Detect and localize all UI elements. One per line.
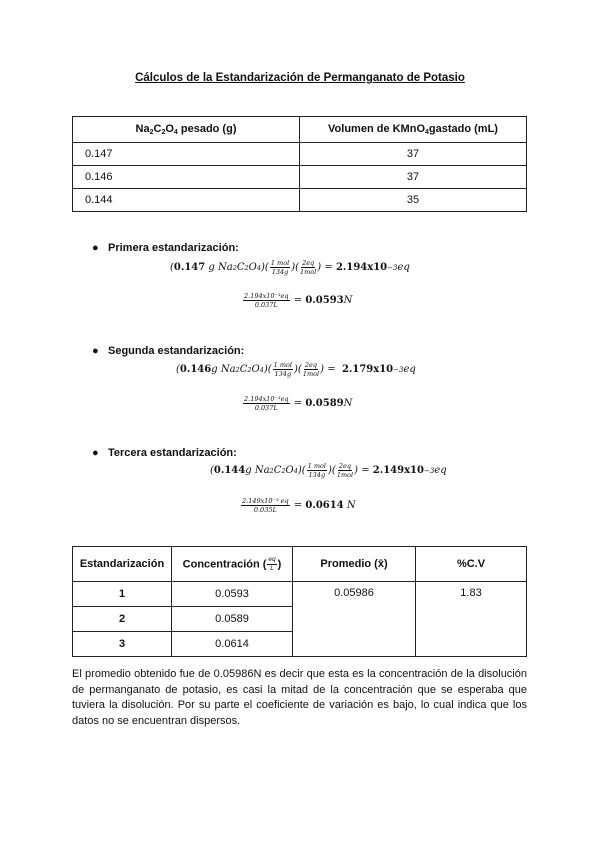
average-cell: 0.05986	[293, 582, 416, 657]
table-row	[73, 143, 527, 166]
volume-cell: 35	[300, 189, 527, 212]
equation-normality-1: $\frac{\text{2.194x10⁻³eq}}{0.037L}$ = 0.0593 N	[244, 292, 353, 309]
equation-eq-2: ( 0.146 g Na 2 C 2 O 4 )( $\frac{\text{1 mol}}{134g}$ )( $\frac{2eq}{\text{1mol}}$ ) = 2.179x10 −3 eq	[176, 361, 416, 378]
header-volume: Volumen de KMnO$_4$gastado (mL)	[300, 117, 527, 143]
concentration-cell: 0.0589	[172, 607, 293, 632]
table-header-row	[73, 117, 527, 143]
header-cv: %C.V	[416, 547, 527, 582]
bullet-icon: ●	[92, 345, 99, 357]
trial-number: 1	[73, 582, 172, 607]
equation-eq-3: ( 0.144 g Na 2 C 2 O 4 )( $\frac{\text{1 mol}}{134g}$ )( $\frac{2eq}{\text{1mol}}$ ) = 2.149x10 −3 eq	[210, 462, 447, 479]
volume-cell: 37	[300, 166, 527, 189]
conclusion-paragraph: El promedio obtenido fue de 0.05986N es decir que esta es la concentración de la disolución de permanganato de potasio, es casi la mitad de la concentración que se esperaba que tuviera la disolución. Por su parte el coeficiente de variación es bajo, lo cual indica que los datos no se encuentran dispersos.	[72, 668, 527, 727]
trial-number: 2	[73, 607, 172, 632]
equation-eq-1: ( 0.147 g Na 2 C 2 O 4 )( $\frac{\text{1 mol}}{134g}$ )( $\frac{2eq}{\text{1mol}}$ ) = 2.194x10 −3 eq	[170, 259, 410, 276]
bullet-icon: ●	[92, 242, 99, 254]
table-header-row	[73, 547, 527, 582]
header-standardization: Estandarización	[73, 547, 172, 582]
header-concentration: Concentración ( $\frac{eq}{L}$ )	[172, 547, 293, 582]
section-heading-2: ● Segunda estandarización:	[92, 345, 245, 357]
mass-cell: 0.147	[73, 143, 300, 166]
section-heading-3: ● Tercera estandarización:	[92, 447, 237, 459]
mass-cell: 0.146	[73, 166, 300, 189]
trial-number: 3	[73, 632, 172, 657]
table-row	[73, 189, 527, 212]
mass-cell: 0.144	[73, 189, 300, 212]
header-mass: $Na_2C_2O_4$ pesado (g)	[73, 117, 300, 143]
page-title: Cálculos de la Estandarización de Permanganato de Potasio	[135, 72, 465, 84]
results-table	[72, 546, 527, 657]
volume-cell: 37	[300, 143, 527, 166]
cv-cell: 1.83	[416, 582, 527, 657]
bullet-icon: ●	[92, 447, 99, 459]
concentration-cell: 0.0614	[172, 632, 293, 657]
concentration-cell: 0.0593	[172, 582, 293, 607]
section-heading-1: ● Primera estandarización:	[92, 242, 239, 254]
table-row	[73, 166, 527, 189]
header-average: Promedio (x̄)	[293, 547, 416, 582]
equation-normality-2: $\frac{\text{2.194x10⁻³eq}}{0.037L}$ = 0.0589 N	[244, 395, 353, 412]
equation-normality-3: $\frac{\text{2.149x10⁻³ eq}}{0.035L}$ = 0.0614 N	[242, 497, 356, 514]
table-row	[73, 582, 527, 607]
weighing-table	[72, 116, 527, 212]
